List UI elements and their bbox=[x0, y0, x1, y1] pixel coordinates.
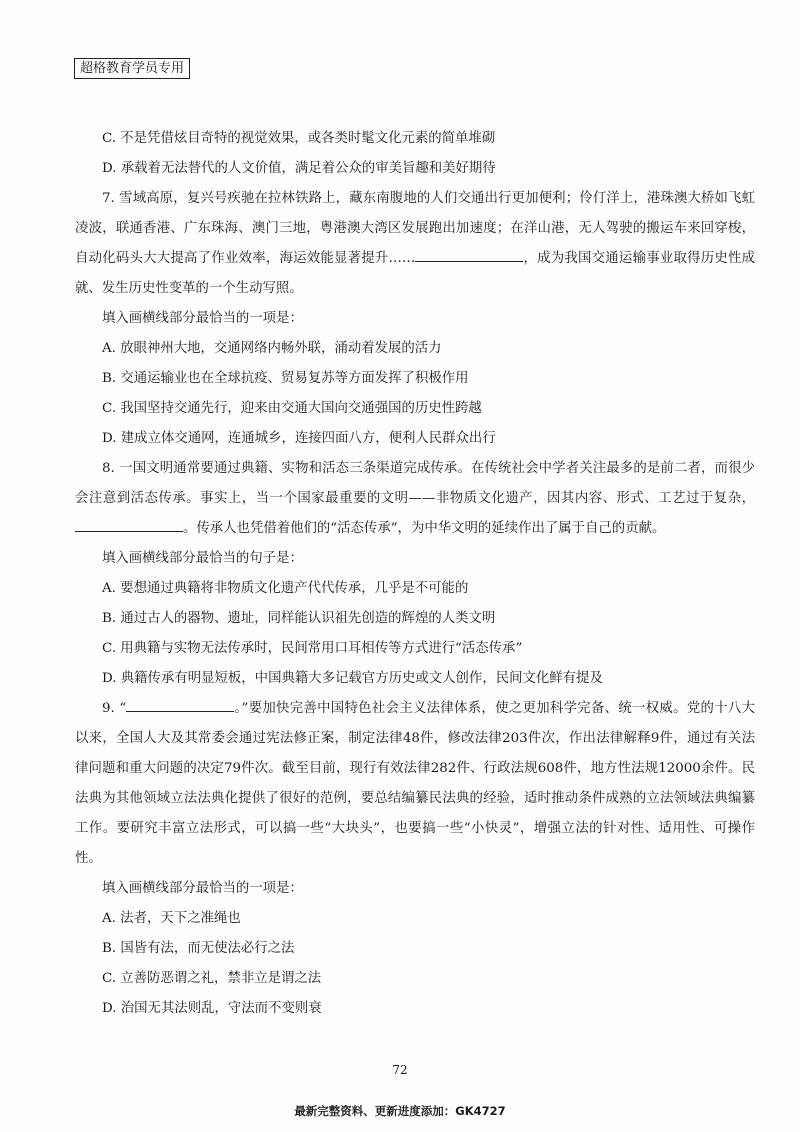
header-label: 超格教育学员专用 bbox=[74, 58, 190, 79]
page-content bbox=[75, 124, 755, 1024]
q8-option-a: A. 要想通过典籍将非物质文化遗产代代传承，几乎是不可能的 bbox=[102, 581, 469, 596]
q7-option-d: D. 建成立体交通网，连通城乡，连接四面八方，便利人民群众出行 bbox=[102, 431, 496, 446]
prev-option-d: D. 承载着无法替代的人文价值，满足着公众的审美旨趣和美好期待 bbox=[102, 161, 496, 176]
q9-option-a: A. 法者，天下之准绳也 bbox=[102, 911, 241, 926]
footer-note: 最新完整资料、更新进度添加：GK4727 bbox=[294, 1104, 506, 1118]
q7-stem-part-a: 7. 雪域高原，复兴号疾驰在拉林铁路上，藏东南腹地的人们交通出行更加便利；伶仃洋上，港珠澳大桥如飞虹凌波，联通香港、广东珠海、澳门三地，粤港澳大湾区发展跑出加速度；在洋山港，无人驾驶的搬运车来回穿梭，自动化码头大大提高了作业效率，海运效能显著提升…… bbox=[75, 191, 755, 266]
q9-stem-part-a: 9. “ bbox=[102, 701, 127, 716]
q7-blank bbox=[415, 249, 523, 262]
q9-stem-part-b: 。”要加快完善中国特色社会主义法律体系，使之更加科学完备、统一权威。党的十八大以来，全国人大及其常委会通过宪法修正案，制定法律48件，修改法律203件次，作出法律解释9件，通过有关法律问题和重大问题的决定79件次。截至目前，现行有效法律282件、行政法规608件，地方性法规12000余件。民法典为其他领域立法法典化提供了很好的范例，要总结编纂民法典的经验，适时推动条件成熟的立法领域法典编纂工作。要研究丰富立法形式，可以搞一些“大块头”，也要搞一些“小快灵”，增强立法的针对性、适用性、可操作性。 bbox=[75, 701, 755, 866]
q8-blank bbox=[75, 519, 183, 532]
question-8-stem bbox=[75, 454, 755, 544]
question-9-stem bbox=[75, 694, 755, 874]
q7-prompt: 填入画横线部分最恰当的一项是： bbox=[102, 311, 303, 326]
q8-prompt: 填入画横线部分最恰当的句子是： bbox=[102, 551, 303, 566]
q7-option-c: C. 我国坚持交通先行，迎来由交通大国向交通强国的历史性跨越 bbox=[102, 401, 482, 416]
q9-option-d: D. 治国无其法则乱，守法而不变则衰 bbox=[102, 1001, 322, 1016]
q8-option-d: D. 典籍传承有明显短板，中国典籍大多记载官方历史或文人创作，民间文化鲜有提及 bbox=[102, 671, 603, 686]
prev-option-c: C. 不是凭借炫目奇特的视觉效果，或各类时髦文化元素的简单堆砌 bbox=[102, 131, 496, 146]
q8-stem-part-b: 。传承人也凭借着他们的“活态传承”，为中华文明的延续作出了属于自己的贡献。 bbox=[183, 521, 666, 536]
q9-option-c: C. 立善防恶谓之礼，禁非立是谓之法 bbox=[102, 971, 322, 986]
q7-option-a: A. 放眼神州大地，交通网络内畅外联，涌动着发展的活力 bbox=[102, 341, 442, 356]
q9-prompt: 填入画横线部分最恰当的一项是： bbox=[102, 881, 303, 896]
q8-option-b: B. 通过古人的器物、遗址，同样能认识祖先创造的辉煌的人类文明 bbox=[102, 611, 496, 626]
question-7-stem bbox=[75, 184, 755, 304]
q7-stem-part-b: ，成为我国交通运输事业取得历史性成就、发生历史性变革的一个生动写照。 bbox=[75, 251, 755, 296]
q8-option-c: C. 用典籍与实物无法传承时，民间常用口耳相传等方式进行“活态传承” bbox=[102, 641, 523, 656]
page-number: 72 bbox=[392, 1063, 408, 1077]
q9-option-b: B. 国皆有法，而无使法必行之法 bbox=[102, 941, 295, 956]
q8-stem-part-a: 8. 一国文明通常要通过典籍、实物和活态三条渠道完成传承。在传统社会中学者关注最多的是前二者，而很少会注意到活态传承。事实上，当一个国家最重要的文明——非物质文化遗产，因其内容、形式、工艺过于复杂， bbox=[75, 461, 755, 506]
q7-option-b: B. 交通运输业也在全球抗疫、贸易复苏等方面发挥了积极作用 bbox=[102, 371, 469, 386]
q9-blank bbox=[126, 699, 234, 712]
